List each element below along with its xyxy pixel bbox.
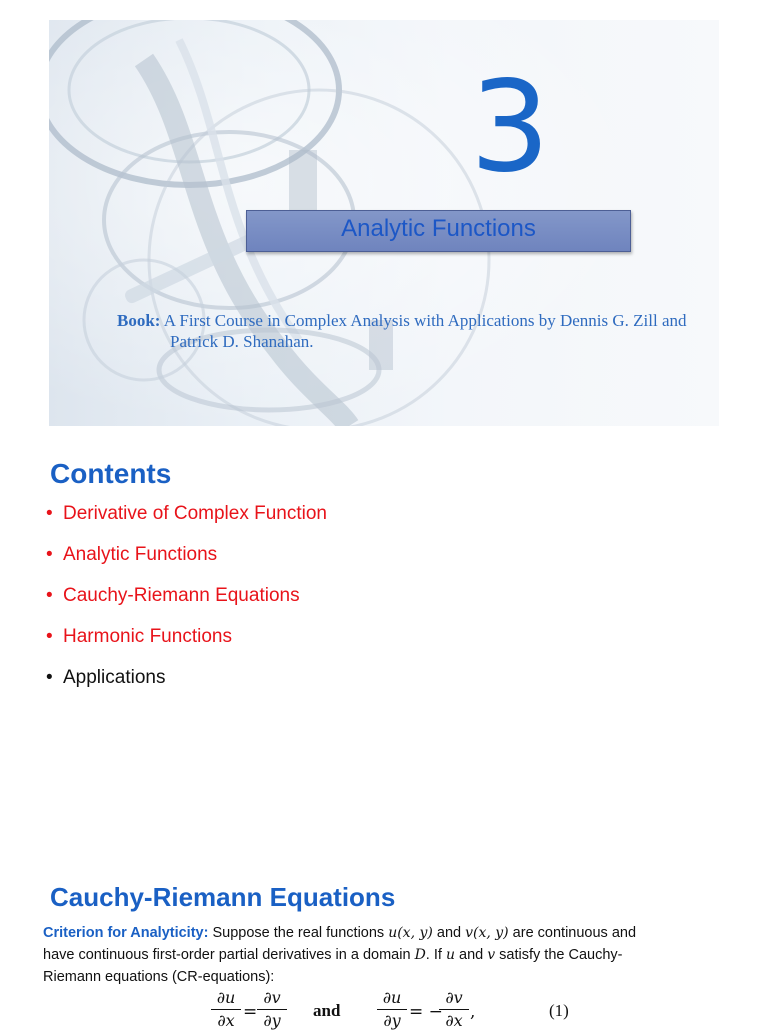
contents-item-label: Derivative of Complex Function xyxy=(63,503,327,524)
bullet: • xyxy=(46,585,53,606)
contents-item-label: Applications xyxy=(63,667,166,688)
text: have continuous first-order partial derivatives in a domain xyxy=(43,947,415,963)
book-title-text: A First Course in Complex Analysis with Applications by Dennis G. Zill and xyxy=(163,311,687,330)
criterion-line-2 xyxy=(43,944,733,966)
text: and xyxy=(432,925,466,941)
fraction-dv-dy xyxy=(257,988,287,1031)
numerator: ∂u xyxy=(216,988,236,1007)
chapter-number: 3 xyxy=(469,53,551,200)
numerator: ∂u xyxy=(382,988,402,1007)
fraction-bar xyxy=(377,1009,407,1010)
text: and xyxy=(454,947,488,963)
cauchy-riemann-heading: Cauchy-Riemann Equations xyxy=(50,882,396,912)
numerator: ∂v xyxy=(445,988,463,1007)
and-word: and xyxy=(313,1001,341,1020)
contents-item-label: Analytic Functions xyxy=(63,544,218,565)
chapter-title-slide xyxy=(49,20,719,426)
contents-heading: Contents xyxy=(50,458,172,489)
equals-minus-sign: = − xyxy=(409,1002,443,1022)
contents-item-label: Cauchy-Riemann Equations xyxy=(63,585,300,606)
contents-item-derivative xyxy=(46,502,327,543)
contents-item-label: Harmonic Functions xyxy=(63,626,232,647)
criterion-line-1 xyxy=(43,922,733,944)
contents-item-harmonic xyxy=(46,625,327,666)
numerator: ∂v xyxy=(263,988,281,1007)
book-label: Book: xyxy=(117,311,161,330)
denominator: ∂x xyxy=(217,1011,235,1030)
denominator: ∂x xyxy=(445,1011,463,1030)
text: . If xyxy=(425,947,446,963)
book-reference xyxy=(117,310,719,352)
fraction-du-dx xyxy=(211,988,241,1031)
cauchy-riemann-equations xyxy=(0,988,768,1028)
contents-item-analytic-functions xyxy=(46,543,327,584)
math-u: u xyxy=(445,947,455,963)
bullet: • xyxy=(46,544,53,565)
fraction-du-dy xyxy=(377,988,407,1031)
fraction-dv-dx xyxy=(439,988,469,1031)
text: are continuous and xyxy=(508,925,637,941)
contents-item-cauchy-riemann xyxy=(46,584,327,625)
bullet: • xyxy=(46,667,53,688)
fraction-bar xyxy=(439,1009,469,1010)
math-v: v xyxy=(487,947,496,963)
fraction-bar xyxy=(211,1009,241,1010)
chapter-title-banner xyxy=(246,210,631,252)
equals-sign: = xyxy=(243,1002,258,1022)
math-u: u(x, y) xyxy=(388,925,433,941)
book-reference-line-2: Patrick D. Shanahan. xyxy=(170,332,314,351)
text: Suppose the real functions xyxy=(208,925,389,941)
contents-list xyxy=(46,502,327,707)
criterion-paragraph xyxy=(43,922,733,988)
equation-number: (1) xyxy=(549,1001,569,1020)
chapter-title: Analytic Functions xyxy=(341,215,536,242)
book-reference-line-1 xyxy=(117,310,719,331)
bullet: • xyxy=(46,503,53,524)
denominator: ∂y xyxy=(263,1011,281,1030)
criterion-label: Criterion for Analyticity: xyxy=(43,925,209,941)
math-D: D xyxy=(414,947,426,963)
fraction-bar xyxy=(257,1009,287,1010)
math-v: v(x, y) xyxy=(465,925,509,941)
contents-item-applications xyxy=(46,666,327,707)
denominator: ∂y xyxy=(383,1011,401,1030)
bullet: • xyxy=(46,626,53,647)
text: satisfy the Cauchy- xyxy=(495,947,623,963)
criterion-line-3: Riemann equations (CR-equations): xyxy=(43,969,275,985)
comma: , xyxy=(470,1002,476,1022)
